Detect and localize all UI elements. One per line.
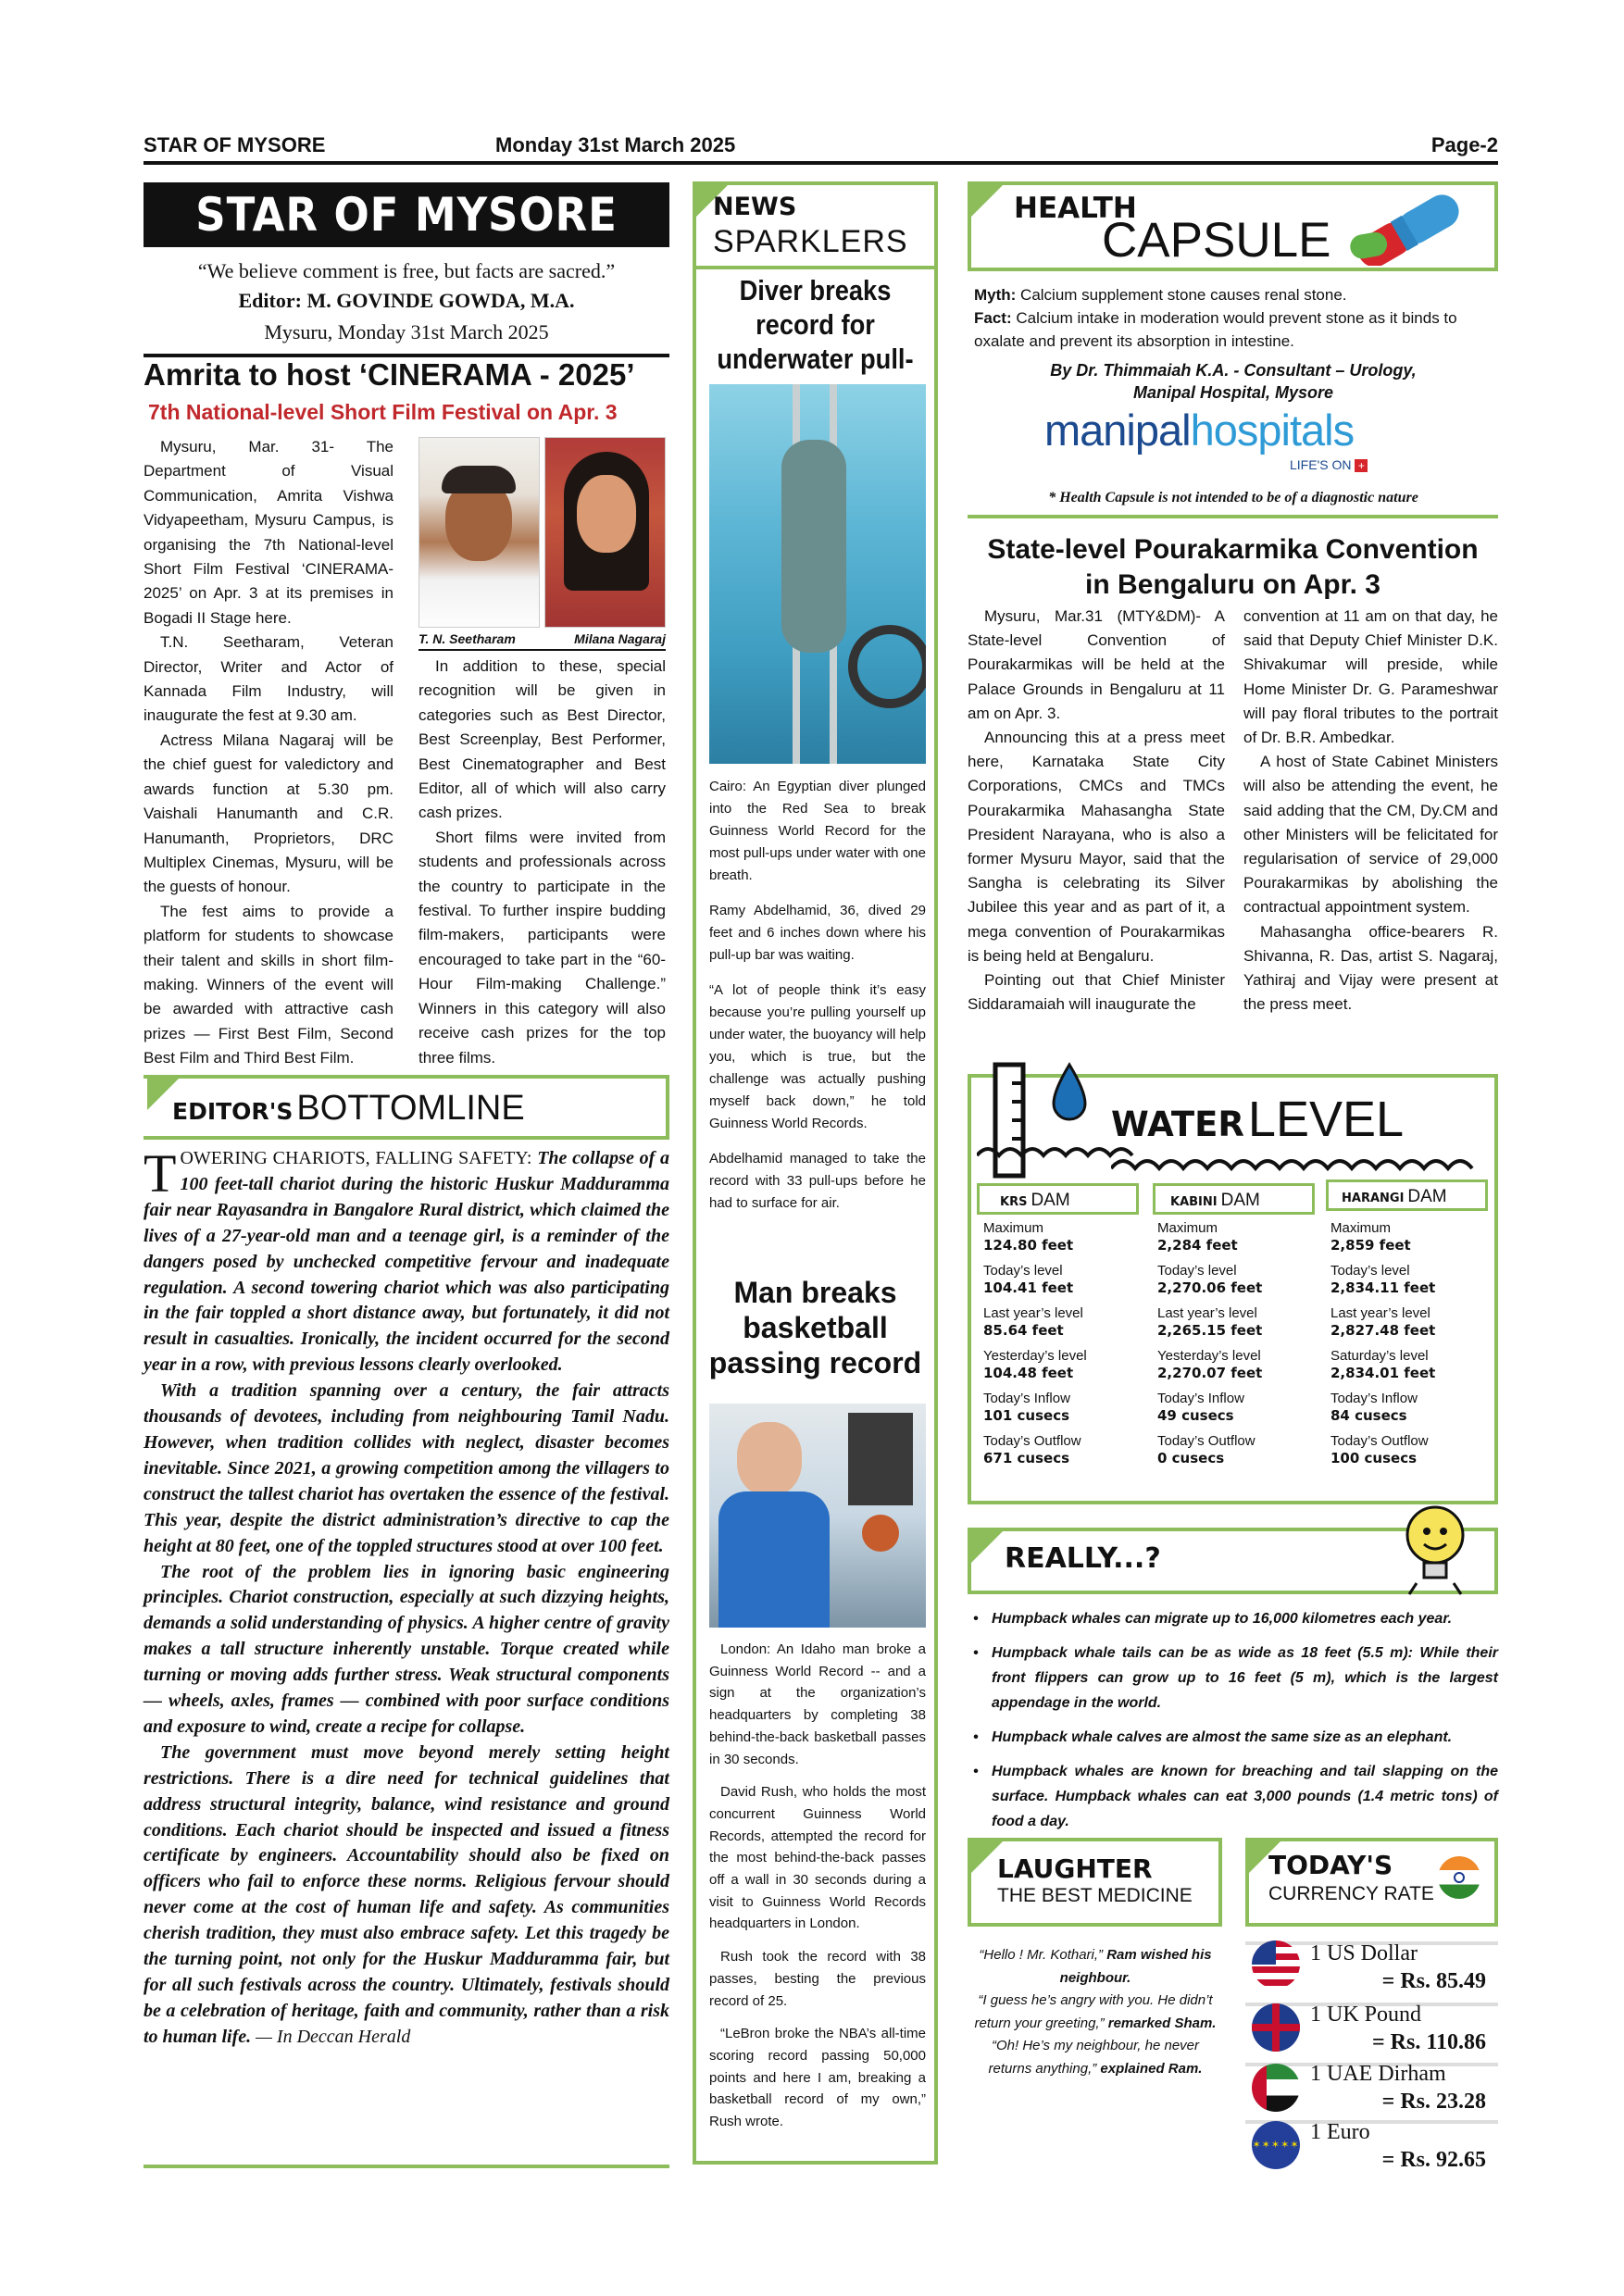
dam-value: 85.64 feet [983,1322,1064,1339]
really-fact-item: • Humpback whale tails can be as wide as 18 feet (5.5 m): While their front flippers can grow up to 16 feet (5 m), which is the largest appendage in the world. [968,1641,1498,1716]
dam-label: Today’s Outflow [1330,1433,1429,1449]
kabini-name-bold: KABINI [1170,1195,1218,1209]
diver-paragraph: Abdelhamid managed to take the record with 33 pull-ups before he had to surface for air. [709,1151,926,1211]
health-byline-line: By Dr. Thimmaiah K.A. - Consultant – Urology, [1050,361,1417,380]
dam-label: Last year’s level [983,1305,1083,1321]
dam-label: Maximum [983,1220,1044,1236]
diver-figure [781,440,846,653]
caption-rule [418,649,666,651]
header-rule [144,161,1498,165]
bottomline-dropcap: T [144,1143,177,1204]
bottomline-text: The government must move beyond merely setting height restrictions. There is a dire need for technical guidelines that address structural integrity, balance, wind resistance and ground conditions. Each chariot should be inspected and issued a fitness certificate by engineers. Accountability should also be fixed on officers who fail to enforce these norms. Religious fervour should never come at the cost of human life and safety. As communities cherish tradition, they must also embrace safety. Let this tragedy be the turning point, not only for the Huskur Madduramma fair, but for all such festivals across the country. Ultimately, festivals should be a celebration of heritage, faith and community, rather than a risk to human life. [144,1741,669,2047]
cinerama-column-2 [418,655,666,1070]
cinerama-paragraph: In addition to these, special recognition will be given in categories such as Best Director, Best Screenplay, Best Performer, Best Cinematographer and Best Editor, all of which will also carry cash prizes. [418,657,666,822]
kabini-name-light: DAM [1220,1191,1260,1210]
basketball-photo [709,1404,926,1628]
bottomline-label-light: BOTTOMLINE [296,1089,525,1128]
pourakarmika-headline-line: State-level Pourakarmika Convention [987,534,1479,565]
dam-label: Today’s Inflow [983,1391,1070,1406]
joke-quote: “I guess he’s angry with you. He didn’t return your greeting,” [974,1992,1213,2031]
uae-flag-band [1252,2064,1267,2112]
header-date: Monday 31st March 2025 [495,133,736,156]
joke-line [974,2035,1217,2080]
dam-value: 104.41 feet [983,1279,1074,1296]
joke-line [974,1990,1217,2035]
harangi-dam-tab [1326,1179,1488,1211]
diver-headline: Diver breaks record for underwater pull- [717,274,914,375]
capsule-icon [1343,190,1481,266]
krs-dam-tab [977,1183,1139,1215]
cinerama-paragraph: Actress Milana Nagaraj will be the chief guest for valedictory and awards function at 5.30 pm. Vaishali Hanumanth and C.R. Hanumanth, Proprietors, DRC Multiplex Cinemas, Mysuru, will be the guests of honour. [144,730,394,896]
harangi-dam-stats [1330,1220,1493,1476]
currency-name: 1 UAE Dirham [1310,2062,1446,2086]
rush-shirt [718,1491,830,1628]
manipal-tagline [1290,457,1368,472]
currency-value: = Rs. 85.49 [1381,1969,1486,1993]
masthead-dateline: Mysuru, Monday 31st March 2025 [264,320,549,343]
poster [848,1413,913,1505]
manipal-logo [1044,407,1354,454]
dam-value: 2,859 feet [1330,1237,1411,1254]
uk-flag-icon [1252,2003,1300,2052]
bottomline-bottom-rule [144,2165,669,2168]
us-flag-icon [1252,1940,1300,1989]
dam-label: Today’s level [1157,1263,1237,1279]
really-corner-tag [971,1531,1003,1563]
pourakarmika-paragraph: A host of State Cabinet Ministers will also be attending the event, he said adding that the CM, Dy.CM and other Ministers will be felicitated for regularisation of service of 29,000 Pourakarmikas by abolishing the contractual appointment system. [1243,753,1498,917]
fact-label: Fact: [974,309,1012,327]
cinerama-paragraph: Mysuru, Mar. 31- The Department of Visual Communication, Amrita Vishwa Vidyapeetham, Mysuru Campus, is organising the 7th National-level Short Film Festival ‘CINERAMA-2025’ on Apr. 3 at its premises in Bogadi II Stage here. [144,438,394,627]
dam-label: Today’s level [1330,1263,1410,1279]
joke-attribution: Ram wished his neighbour. [1059,1947,1212,1986]
dam-label: Last year’s level [1330,1305,1430,1321]
dam-label: Last year’s level [1157,1305,1257,1321]
currency-name: 1 US Dollar [1310,1941,1418,1965]
health-myth-fact [974,283,1493,353]
bottomline-body [144,1143,669,2051]
cinerama-subhead: 7th National-level Short Film Festival on Apr. 3 [148,400,618,424]
cinerama-paragraph: T.N. Seetharam, Veteran Director, Writer and Actor of Kannada Film Industry, will inaugurate the fest at 9.30 am. [144,633,394,725]
bottomline-label-bold: EDITOR'S [172,1098,294,1125]
health-label-bold: HEALTH [1014,192,1137,225]
eu-flag-icon: ✶✶✶✶✶ [1252,2121,1300,2169]
dam-label: Today’s Inflow [1157,1391,1244,1406]
really-fact-item: • Humpback whale calves are almost the same size as an elephant. [968,1725,1498,1750]
dam-label: Yesterday’s level [1157,1348,1261,1364]
india-flag-icon [1438,1856,1480,1899]
joke-line [974,1944,1217,1990]
water-label-bold: WATER [1111,1104,1244,1144]
dam-value: 2,834.11 feet [1330,1279,1436,1296]
plus-icon: + [1355,459,1368,472]
seetharam-photo [418,437,540,628]
uae-flag-icon [1252,2064,1300,2112]
currency-rate-eu [1310,2120,1486,2179]
krs-dam-stats [983,1220,1145,1476]
currency-label-bold: TODAY'S [1268,1850,1393,1880]
joke-quote: “Hello ! Mr. Kothari,” [979,1947,1104,1963]
dam-label: Maximum [1157,1220,1218,1236]
basketball-paragraph: “LeBron broke the NBA’s all-time scoring record passing 50,000 points and here I am, breaking a basketball record of my own,” Rush wrote. [709,2026,926,2130]
diver-equipment [848,625,926,708]
masthead-motto: “We believe comment is free, but facts are sacred.” [197,259,616,282]
krs-name-light: DAM [1031,1191,1070,1210]
cinerama-photo-caption [418,631,666,646]
dam-value: 2,270.07 feet [1157,1365,1263,1381]
currency-name: 1 Euro [1310,2120,1370,2144]
health-disclaimer: * Health Capsule is not intended to be of a diagnostic nature [1048,490,1418,505]
currency-value: = Rs. 23.28 [1381,2090,1486,2114]
currency-name: 1 UK Pound [1310,2003,1422,2027]
health-byline [974,359,1493,404]
pourakarmika-paragraph: convention at 11 am on that day, he said that Deputy Chief Minister D.K. Shivakumar will preside, while Home Minister Dr. G. Parameshwar will pay floral tributes to the portrait of Dr. B.R. Ambedkar. [1243,607,1498,747]
dam-label: Yesterday’s level [983,1348,1087,1364]
bottomline-paragraph [144,1143,669,1379]
masthead-logo [144,182,669,247]
rush-head [737,1422,802,1496]
pourakarmika-column-1 [968,605,1225,1017]
cinerama-column-1 [144,435,394,1071]
currency-value: = Rs. 92.65 [1381,2148,1486,2172]
diver-story [709,776,926,1215]
joke-attribution: explained Ram. [1096,2060,1203,2077]
krs-name-bold: KRS [1000,1195,1028,1209]
dam-value: 0 cusecs [1157,1450,1225,1466]
really-facts [968,1606,1498,1843]
kabini-dam-tab [1153,1183,1315,1215]
laughter-label-light: THE BEST MEDICINE [997,1885,1193,1906]
water-waves [1111,1148,1481,1176]
bottomline-paragraph: The root of the problem lies in ignoring basic engineering principles. Chariot construction, especially at such dizzying heights, demands a solid understanding of physics. A higher centre of gravity makes a tall structure inherently unstable. Torque created while turning or moving adds further stress. Weak structural components — wheels, axles, frames — combined with poor surface conditions and exposure to wind, create a recipe for collapse. [144,1561,669,1737]
water-label [1111,1091,1404,1148]
cinerama-paragraph: Short films were invited from students and professionals across the country to participate in the festival. To further inspire budding film-makers, participants were encouraged to take part in the “60-Hour Film-making Challenge.” Winners in this category will also receive cash prizes for the top three films. [418,828,666,1067]
currency-value: = Rs. 110.86 [1371,2030,1486,2054]
manipal-tagline-text: LIFE'S ON [1290,457,1352,472]
dam-value: 124.80 feet [983,1237,1074,1254]
basketball [862,1515,899,1552]
dam-value: 100 cusecs [1330,1450,1418,1466]
basketball-paragraph: David Rush, who holds the most concurrent Guinness World Records, attempted the record for the most behind-the-back passes off a wall in 30 seconds during a visit to Guinness World Records headquarters in London. [709,1784,926,1932]
health-fact [974,306,1493,353]
currency-label-light: CURRENCY RATE [1268,1883,1434,1904]
cinerama-photos [418,437,666,628]
diver-paragraph: Cairo: An Egyptian diver plunged into the Red Sea to break Guinness World Record for the most pull-ups under water with one breath. [709,779,926,883]
water-label-light: LEVEL [1247,1092,1405,1147]
basketball-paragraph: London: An Idaho man broke a Guinness World Record -- and a sign at the organization’s headquarters by completing 38 behind-the-back basketball passes in 30 seconds. [709,1641,926,1767]
dam-value: 2,834.01 feet [1330,1365,1436,1381]
masthead-logo-text: STAR OF MYSORE [195,188,618,242]
lightbulb-icon [1398,1498,1472,1600]
health-label-light: CAPSULE [1102,213,1331,268]
really-fact-item: • Humpback whales can migrate up to 16,000 kilometres each year. [968,1606,1498,1631]
joke-quote: “Oh! He’s my neighbour, he never returns anything,” [988,2038,1199,2077]
dam-value: 49 cusecs [1157,1407,1234,1424]
health-bottom-rule [968,515,1498,518]
pourakarmika-paragraph: Mysuru, Mar.31 (MTY&DM)- A State-level Convention of Pourakarmikas will be held at the Palace Grounds in Bengaluru at 11 am on Apr. 3. [968,607,1225,722]
pourakarmika-column-2 [1243,605,1498,1017]
milana-face [577,475,636,553]
bottomline-paragraph [144,1741,669,2051]
myth-label: Myth: [974,286,1017,304]
dam-label: Today’s Inflow [1330,1391,1418,1406]
joke-attribution: remarked Sham. [1104,2015,1217,2031]
seetharam-hair [442,466,516,493]
dam-value: 671 cusecs [983,1450,1070,1466]
basketball-story [709,1639,926,2133]
bottomline-text: The collapse of a 100 feet-tall chariot during the historic Huskur Madduramma fair near Rayasandra in Bangalore Rural district, which claimed the lives of a 27-year-old man and a teenage girl, is a reminder of the dangers posed by unchecked competitive fervour and inadequate regulation. A second towering chariot which was also participating in the fair toppled a short distance away, but fortunately, it did not result in casualties. Ironically, the incident occurred for the second year in a row, with previous lessons clearly overlooked. [144,1148,669,1376]
bottomline-label [172,1089,525,1129]
really-fact-item: • Humpback whales are known for breaching and tail slapping on the surface. Humpback whales can eat 3,000 pounds (1.4 metric tons) of food a day. [968,1759,1498,1834]
myth-text: Calcium supplement stone causes renal stone. [1016,286,1347,304]
bottomline-kicker: OWERING CHARIOTS, FALLING SAFETY: [180,1148,532,1168]
manipal-logo-b: hospitals [1190,406,1355,455]
cinerama-headline: Amrita to host ‘CINERAMA - 2025’ [144,357,635,392]
diver-photo [709,384,926,764]
fact-text: Calcium intake in moderation would prevent stone as it binds to oxalate and prevent its absorption in intestine. [974,309,1457,350]
chakra [1454,1872,1465,1883]
masthead-editor: Editor: M. GOVINDE GOWDA, M.A. [238,289,575,312]
currency-rate-us [1310,1941,1486,2001]
bottomline-source: — In Deccan Herald [256,2026,411,2047]
basketball-headline: Man breaks basketball passing record [708,1276,922,1379]
manipal-logo-a: manipal [1044,406,1191,455]
diver-paragraph: “A lot of people think it’s easy because you’re pulling yourself up under water, the buoyancy will help you, which is true, but the challenge was actually pushing myself back down,” he told Guinness World Records. [709,982,926,1131]
kabini-dam-stats [1157,1220,1319,1476]
harangi-name-light: DAM [1407,1187,1447,1206]
caption-seetharam: T. N. Seetharam [418,631,516,646]
health-myth [974,283,1493,306]
dam-value: 104.48 feet [983,1365,1074,1381]
bottomline-paragraph: With a tradition spanning over a century, the fair attracts thousands of devotees, including from neighbouring Tamil Nadu. However, when tradition collides with neglect, disaster becomes inevitable. Since 2021, a growing competition among the villagers to construct the tallest chariot has overtaken the essence of the festival. This year, despite the district administration’s directive to cap the height at 80 feet, one of the toppled structures stood at over 100 feet. [144,1380,669,1556]
dam-label: Today’s Outflow [1157,1433,1255,1449]
laughter-label-bold: LAUGHTER [997,1853,1153,1884]
dam-value: 2,270.06 feet [1157,1279,1263,1296]
currency-rate-uae [1310,2062,1486,2121]
pourakarmika-paragraph: Announcing this at a press meet here, Karnataka State City Corporations, CMCs and TMCs Pourakarmika Mahasangha State President Narayana, who is also a former Mysuru Mayor, said that the Sangha is celebrating its Silver Jubilee this year and as part of it, a mega convention of Pourakarmikas is being held at Bengaluru. [968,729,1225,965]
laughter-joke [974,1944,1217,2080]
health-byline-line: Manipal Hospital, Mysore [1132,383,1334,402]
dam-value: 2,827.48 feet [1330,1322,1436,1339]
dam-value: 2,284 feet [1157,1237,1238,1254]
uk-flag-cross [1272,2003,1280,2052]
pourakarmika-headline-line: in Bengaluru on Apr. 3 [1085,569,1380,600]
diver-paragraph: Ramy Abdelhamid, 36, dived 29 feet and 6 inches down where his pull-up bar was waiting. [709,903,926,963]
header-paper-name: STAR OF MYSORE [144,133,326,156]
dam-value: 101 cusecs [983,1407,1070,1424]
really-label: REALLY...? [1005,1542,1161,1575]
dam-label: Today’s Outflow [983,1433,1081,1449]
caption-milana: Milana Nagaraj [574,631,666,646]
header-page-number: Page-2 [1430,133,1498,156]
dam-label: Saturday’s level [1330,1348,1429,1364]
health-corner-tag [971,185,1003,217]
milana-photo [544,437,666,628]
basketball-paragraph: Rush took the record with 38 passes, besting the previous record of 25. [709,1949,926,2009]
dam-label: Maximum [1330,1220,1392,1236]
cinerama-paragraph: The fest aims to provide a platform for students to showcase their talent and skills in short film-making. Winners of the event will be awarded with attractive cash prizes — First Best Film, Second Best Film and Third Best Film. [144,902,394,1067]
dam-value: 2,265.15 feet [1157,1322,1263,1339]
pourakarmika-paragraph: Pointing out that Chief Minister Siddaramaiah will inaugurate the [968,971,1225,1014]
pourakarmika-headline [968,532,1498,603]
dam-label: Today’s level [983,1263,1063,1279]
sparklers-label-light: SPARKLERS [713,224,908,259]
sparklers-label-bold: NEWS [713,193,797,221]
dam-value: 84 cusecs [1330,1407,1407,1424]
currency-rate-uk [1310,2003,1486,2062]
pourakarmika-paragraph: Mahasangha office-bearers R. Shivanna, R. Das, artist S. Nagaraj, Yathiraj and Vijay were present at the press meet. [1243,922,1498,1014]
harangi-name-bold: HARANGI [1342,1192,1405,1205]
